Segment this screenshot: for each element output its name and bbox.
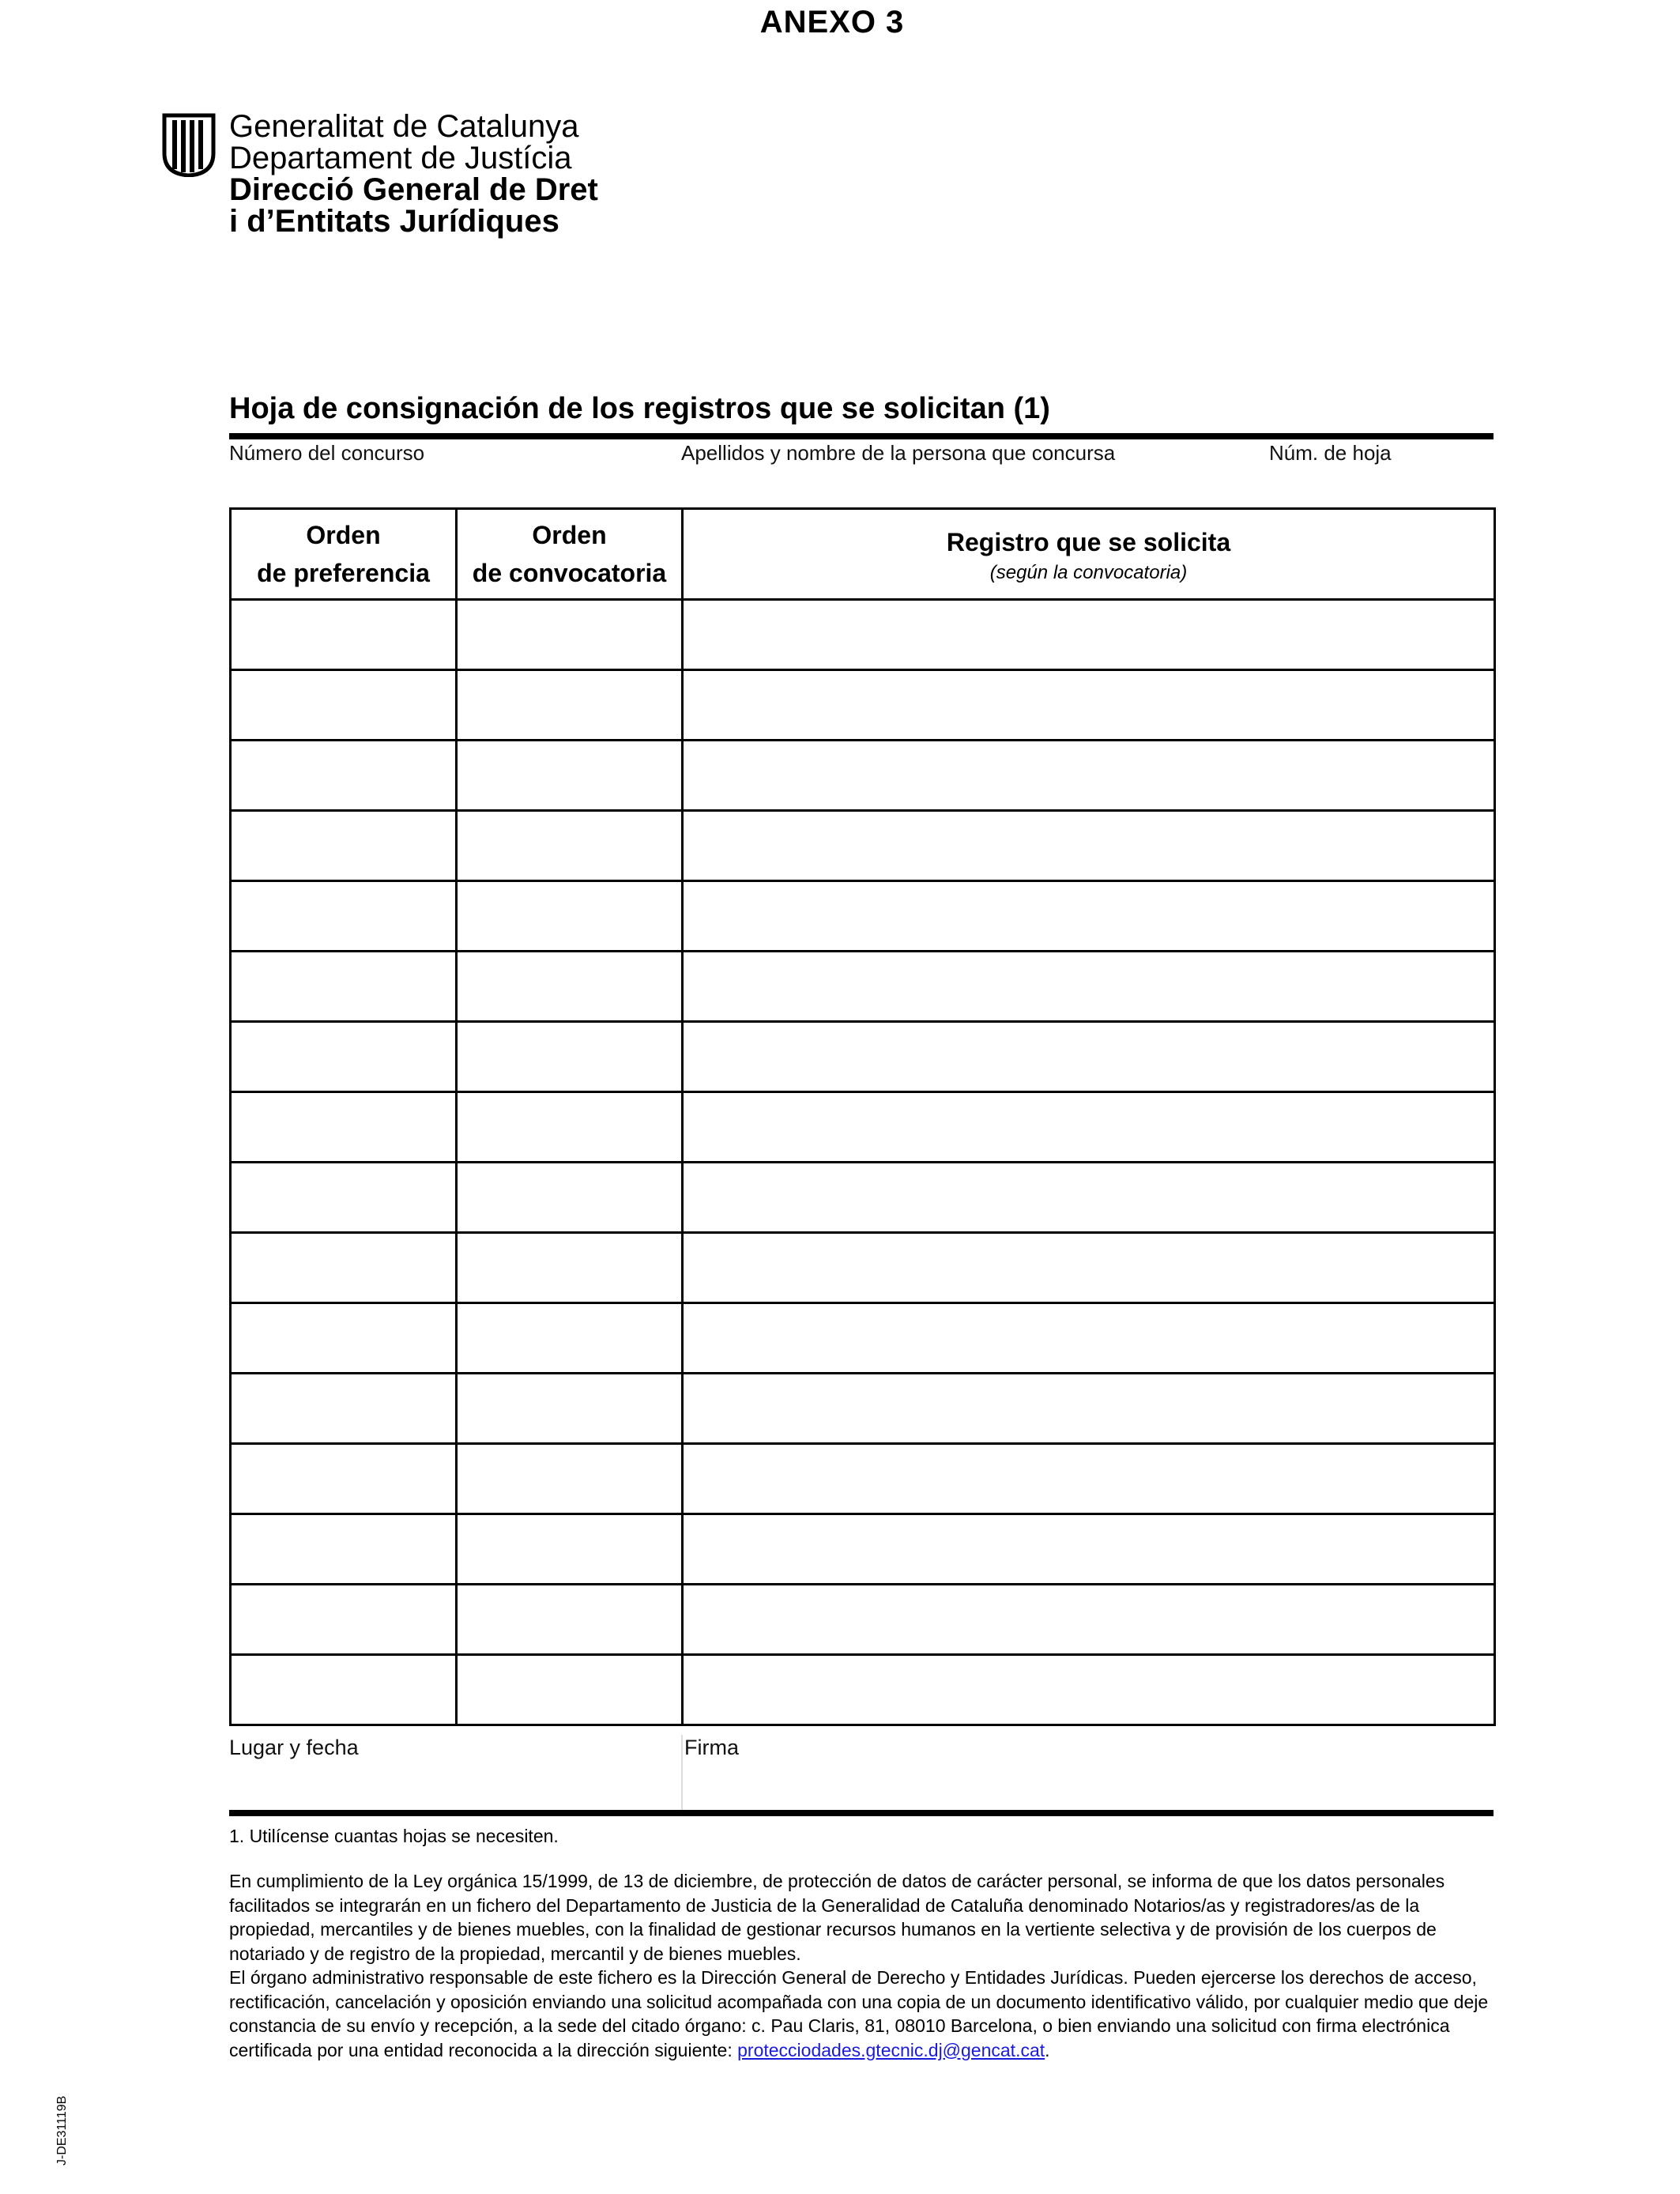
cell-preference-order[interactable]: [231, 1303, 457, 1374]
table-row: [231, 952, 1495, 1022]
directorate-name-line1: Direcció General de Dret: [229, 172, 598, 207]
cell-requested-registry[interactable]: [683, 1514, 1495, 1585]
cell-requested-registry[interactable]: [683, 1092, 1495, 1163]
form-code: J-DE31119B: [55, 2095, 69, 2166]
legal-paragraph-1: En cumplimiento de la Ley orgánica 15/1999, de 13 de diciembre, de protección de datos de carácter personal, se informa de que los datos personales facilitados se integrarán en un fichero del Departamento de Justicia de la Generalidad de Cataluña denominado Notarios/as y registradores/as de la propiedad, mercantiles y de bienes muebles, con la finalidad de gestionar recursos humanos en la vertiente selectiva y de provisión de los cuerpos de notariado y de registro de la propiedad, mercantil y de bienes muebles.: [229, 1871, 1445, 1964]
cell-requested-registry[interactable]: [683, 600, 1495, 670]
cell-call-order[interactable]: [457, 952, 683, 1022]
org-name: Generalitat de Catalunya: [229, 109, 579, 144]
cell-call-order[interactable]: [457, 1374, 683, 1444]
registry-table: [229, 507, 1494, 1726]
header-call-order: Orden de convocatoria: [457, 509, 683, 600]
organization-header: [229, 111, 598, 237]
table-row: [231, 670, 1495, 741]
cell-preference-order[interactable]: [231, 670, 457, 741]
directorate-name-line2: i d’Entitats Jurídiques: [229, 204, 559, 239]
signature-label: Firma: [684, 1736, 739, 1759]
header-requested-registry: Registro que se solicita (según la convocatoria): [683, 509, 1495, 600]
cell-preference-order[interactable]: [231, 952, 457, 1022]
contest-number-label: Número del concurso: [229, 441, 425, 465]
sheet-number-label: Núm. de hoja: [1269, 441, 1392, 465]
cell-requested-registry[interactable]: [683, 881, 1495, 952]
cell-preference-order[interactable]: [231, 811, 457, 881]
table-row: [231, 1655, 1495, 1725]
signature-divider: [681, 1735, 683, 1814]
table-row: [231, 1514, 1495, 1585]
cell-requested-registry[interactable]: [683, 811, 1495, 881]
cell-call-order[interactable]: [457, 1092, 683, 1163]
cell-call-order[interactable]: [457, 1163, 683, 1233]
cell-requested-registry[interactable]: [683, 1374, 1495, 1444]
table-row: [231, 741, 1495, 811]
table-row: [231, 881, 1495, 952]
cell-call-order[interactable]: [457, 1655, 683, 1725]
cell-preference-order[interactable]: [231, 881, 457, 952]
cell-preference-order[interactable]: [231, 1022, 457, 1092]
cell-preference-order[interactable]: [231, 1514, 457, 1585]
footer-rule: [229, 1810, 1494, 1816]
place-date-label: Lugar y fecha: [229, 1736, 359, 1759]
legal-notice: [229, 1869, 1494, 2062]
cell-requested-registry[interactable]: [683, 1163, 1495, 1233]
table-row: [231, 811, 1495, 881]
generalitat-logo-icon: [161, 112, 217, 177]
cell-requested-registry[interactable]: [683, 741, 1495, 811]
table-row: [231, 1022, 1495, 1092]
form-title: Hoja de consignación de los registros que se solicitan (1): [229, 392, 1050, 425]
cell-preference-order[interactable]: [231, 1092, 457, 1163]
cell-preference-order[interactable]: [231, 600, 457, 670]
cell-requested-registry[interactable]: [683, 952, 1495, 1022]
applicant-name-label: Apellidos y nombre de la persona que concursa: [681, 441, 1116, 465]
cell-requested-registry[interactable]: [683, 1022, 1495, 1092]
footnote: 1. Utilícense cuantas hojas se necesiten.: [229, 1826, 559, 1846]
cell-preference-order[interactable]: [231, 1655, 457, 1725]
cell-call-order[interactable]: [457, 811, 683, 881]
cell-preference-order[interactable]: [231, 1374, 457, 1444]
cell-call-order[interactable]: [457, 1233, 683, 1303]
contact-email-link[interactable]: protecciodades.gtecnic.dj@gencat.cat: [737, 2039, 1045, 2060]
cell-call-order[interactable]: [457, 1444, 683, 1514]
legal-paragraph-2: El órgano administrativo responsable de este fichero es la Dirección General de Derecho y Entidades Jurídicas. Pueden ejercerse los derechos de acceso, rectificación, cancelación y oposición enviando una solicitud acompañada con una copia de un documento identificativo válido, por cualquier medio que deje constancia de su envío y recepción, a la sede del citado órgano: c. Pau Claris, 81, 08010 Barcelona, o bien enviando una solicitud con firma electrónica certificada por una entidad reconocida a la dirección siguiente: protecciodades.gtecnic.dj@gencat.cat.: [229, 1967, 1489, 2060]
cell-requested-registry[interactable]: [683, 1444, 1495, 1514]
cell-requested-registry[interactable]: [683, 1233, 1495, 1303]
annex-title: ANEXO 3: [759, 5, 905, 40]
cell-preference-order[interactable]: [231, 1585, 457, 1655]
cell-call-order[interactable]: [457, 1303, 683, 1374]
title-rule: [229, 433, 1494, 439]
cell-requested-registry[interactable]: [683, 1585, 1495, 1655]
cell-requested-registry[interactable]: [683, 670, 1495, 741]
cell-requested-registry[interactable]: [683, 1655, 1495, 1725]
table-row: [231, 1444, 1495, 1514]
table-row: [231, 1092, 1495, 1163]
cell-preference-order[interactable]: [231, 1163, 457, 1233]
cell-call-order[interactable]: [457, 670, 683, 741]
cell-call-order[interactable]: [457, 1514, 683, 1585]
cell-call-order[interactable]: [457, 1585, 683, 1655]
cell-call-order[interactable]: [457, 600, 683, 670]
table-row: [231, 1233, 1495, 1303]
cell-preference-order[interactable]: [231, 741, 457, 811]
department-name: Departament de Justícia: [229, 141, 572, 175]
cell-call-order[interactable]: [457, 1022, 683, 1092]
cell-preference-order[interactable]: [231, 1233, 457, 1303]
cell-preference-order[interactable]: [231, 1444, 457, 1514]
cell-call-order[interactable]: [457, 741, 683, 811]
table-row: [231, 600, 1495, 670]
table-row: [231, 1585, 1495, 1655]
table-row: [231, 1303, 1495, 1374]
table-row: [231, 1374, 1495, 1444]
cell-call-order[interactable]: [457, 881, 683, 952]
header-preference-order: Orden de preferencia: [231, 509, 457, 600]
table-row: [231, 1163, 1495, 1233]
cell-requested-registry[interactable]: [683, 1303, 1495, 1374]
